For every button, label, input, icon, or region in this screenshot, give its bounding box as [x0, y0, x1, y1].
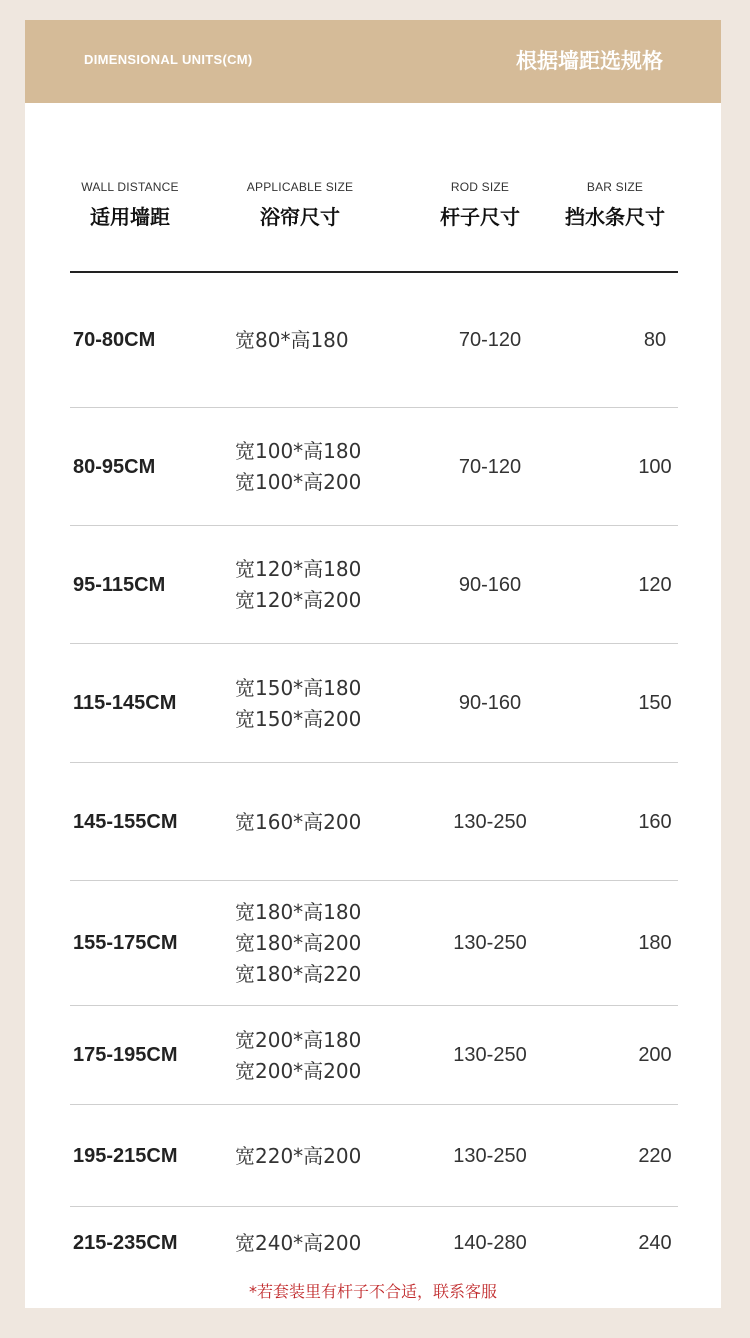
- header-zh: 适用墙距: [90, 205, 170, 229]
- wall-distance-cell: 145-155CM: [73, 810, 178, 833]
- header-banner: [25, 20, 721, 103]
- size-chart-card: [25, 20, 721, 1308]
- curtain-size-line: 宽200*高180: [235, 1027, 362, 1052]
- bar-size-cell: 240: [638, 1231, 672, 1254]
- rod-size-cell: 90-160: [458, 692, 522, 714]
- curtain-size-cell: [235, 526, 385, 644]
- rod-note: *若套装里有杆子不合适，联系客服: [248, 1282, 497, 1301]
- wall-distance-cell: 215-235CM: [73, 1231, 178, 1254]
- curtain-size-line: 宽100*高180: [235, 439, 362, 463]
- bar-size-cell: 150: [638, 692, 672, 714]
- bar-size-cell: 80: [643, 329, 667, 351]
- bar-size-cell: 160: [638, 810, 672, 833]
- curtain-size-line: 宽120*高180: [235, 557, 362, 581]
- table-row: [70, 763, 678, 881]
- curtain-size-line: 宽120*高200: [235, 588, 362, 612]
- wall-distance-cell: 95-115CM: [73, 573, 166, 596]
- header-en: APPLICABLE SIZE: [246, 180, 354, 194]
- curtain-size-cell: [235, 408, 385, 526]
- table-row: [70, 1207, 678, 1279]
- bar-size-cell: 220: [638, 1144, 672, 1167]
- bar-size-cell: 180: [638, 932, 672, 954]
- header-bar-size: [555, 180, 675, 230]
- wall-distance-cell: 195-215CM: [73, 1144, 178, 1167]
- rod-size-cell: 70-120: [458, 455, 522, 478]
- curtain-size-line: 宽80*高180: [235, 328, 349, 352]
- curtain-size-cell: [235, 644, 385, 763]
- bar-size-cell: 120: [638, 573, 672, 596]
- table-row: [70, 408, 678, 526]
- rod-size-cell: 90-160: [458, 573, 522, 596]
- rod-size-cell: 130-250: [453, 1144, 527, 1167]
- curtain-size-line: 宽150*高200: [235, 706, 362, 731]
- rod-size-cell: 130-250: [453, 810, 527, 833]
- curtain-size-cell: [235, 881, 385, 1006]
- table-row: [70, 526, 678, 644]
- curtain-size-line: 宽150*高180: [235, 675, 362, 700]
- wall-distance-cell: 115-145CM: [73, 692, 177, 714]
- header-en: WALL DISTANCE: [81, 180, 179, 194]
- rod-size-cell: 70-120: [458, 329, 522, 351]
- wall-distance-cell: 175-195CM: [73, 1044, 178, 1066]
- table-row: [70, 273, 678, 408]
- table-row: [70, 1006, 678, 1105]
- rod-size-cell: 140-280: [453, 1231, 527, 1254]
- curtain-size-line: 宽200*高200: [235, 1058, 362, 1083]
- curtain-size-line: 宽180*高200: [235, 931, 362, 955]
- units-label: DIMENSIONAL UNITS(CM): [84, 52, 253, 67]
- curtain-size-line: 宽160*高200: [235, 809, 362, 834]
- table-row: [70, 1105, 678, 1207]
- curtain-size-line: 宽180*高180: [235, 900, 362, 924]
- curtain-size-cell: [235, 1207, 385, 1279]
- wall-distance-cell: 80-95CM: [73, 455, 156, 478]
- table-row: [70, 644, 678, 763]
- header-en: ROD SIZE: [450, 180, 510, 194]
- rod-size-cell: 130-250: [453, 932, 527, 954]
- header-rod-size: [420, 180, 540, 230]
- header-applicable-size: [230, 180, 370, 230]
- curtain-size-cell: [235, 1105, 385, 1207]
- bar-size-cell: 100: [638, 455, 672, 478]
- banner-title: 根据墙距选规格: [516, 49, 663, 73]
- header-en: BAR SIZE: [586, 180, 644, 194]
- header-wall-distance: [70, 180, 190, 230]
- curtain-size-cell: [235, 1006, 385, 1105]
- wall-distance-cell: 70-80CM: [73, 329, 156, 351]
- curtain-size-line: 宽220*高200: [235, 1143, 362, 1168]
- rod-size-cell: 130-250: [453, 1044, 527, 1066]
- wall-distance-cell: 155-175CM: [73, 932, 178, 954]
- header-zh: 挡水条尺寸: [565, 205, 665, 229]
- curtain-size-cell: [235, 763, 385, 881]
- table-row: [70, 881, 678, 1006]
- curtain-size-line: 宽100*高200: [235, 470, 362, 494]
- curtain-size-line: 宽180*高220: [235, 962, 362, 986]
- header-zh: 杆子尺寸: [440, 205, 520, 229]
- curtain-size-cell: [235, 273, 385, 408]
- bar-size-cell: 200: [638, 1044, 672, 1066]
- curtain-size-line: 宽240*高200: [235, 1230, 362, 1255]
- header-zh: 浴帘尺寸: [260, 205, 340, 229]
